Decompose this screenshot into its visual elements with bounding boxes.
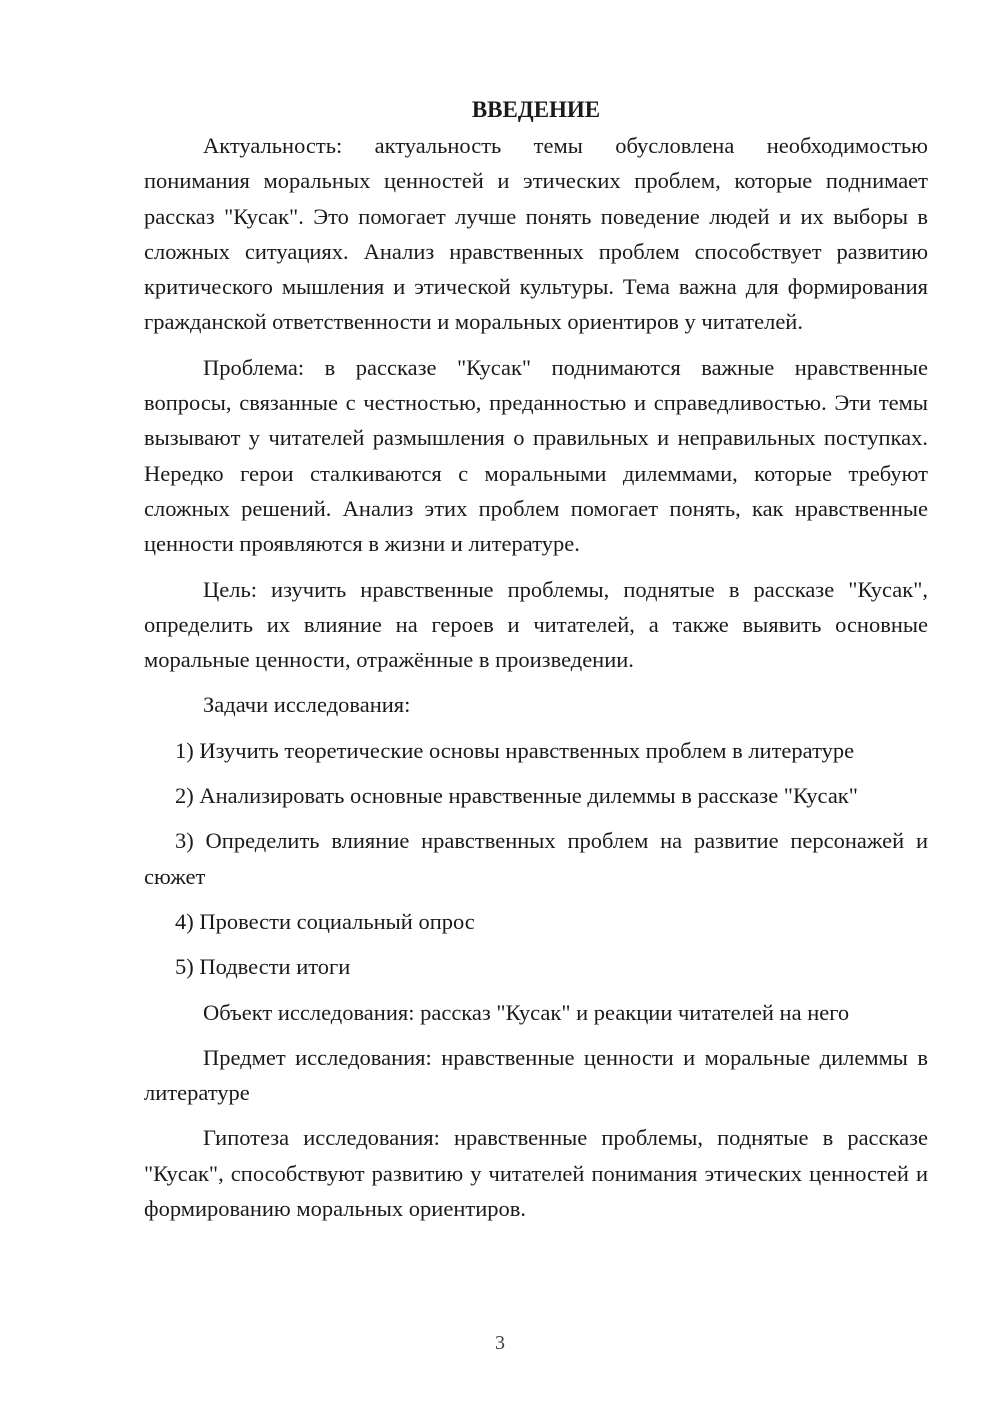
document-page xyxy=(144,90,928,1226)
task-item-5: 5) Подвести итоги xyxy=(175,954,351,980)
task-item-2: 2) Анализировать основные нравственные дилеммы в рассказе "Кусак" xyxy=(175,783,858,809)
problem-paragraph: Проблема: в рассказе "Кусак" поднимаются важные нравственные вопросы, связанные с честностью, преданностью и справедливостью. Эти темы вызывают у читателей размышления о правильных и неправильных поступках. Нередко герои сталкиваются с моральными дилеммами, которые требуют сложных решений. Анализ этих проблем помогает понять, как нравственные ценности проявляются в жизни и литературе. xyxy=(144,354,928,557)
section-heading: ВВЕДЕНИЕ xyxy=(471,97,601,122)
goal-paragraph: Цель: изучить нравственные проблемы, поднятые в рассказе "Кусак", определить их влияние на героев и читателей, а также выявить основные моральные ценности, отражённые в произведении. xyxy=(144,576,928,673)
object-paragraph: Объект исследования: рассказ "Кусак" и реакции читателей на него xyxy=(203,999,850,1025)
subject-paragraph: Предмет исследования: нравственные ценности и моральные дилеммы в литературе xyxy=(144,1044,928,1106)
page-number: 3 xyxy=(495,1332,505,1354)
tasks-heading: Задачи исследования: xyxy=(203,692,411,718)
hypothesis-paragraph: Гипотеза исследования: нравственные проблемы, поднятые в рассказе "Кусак", способствуют развитию у читателей понимания этических ценностей и формированию моральных ориентиров. xyxy=(144,1125,928,1222)
task-item-3: 3) Определить влияние нравственных проблем на развитие персонажей и сюжет xyxy=(144,828,928,889)
task-item-1: 1) Изучить теоретические основы нравственных проблем в литературе xyxy=(175,737,855,763)
relevance-paragraph: Актуальность: актуальность темы обусловлена необходимостью понимания моральных ценностей и этических проблем, которые поднимает рассказ "Кусак". Это помогает лучше понять поведение людей и их выборы в сложных ситуациях. Анализ нравственных проблем способствует развитию критического мышления и этической культуры. Тема важна для формирования гражданской ответственности и моральных ориентиров у читателей. xyxy=(144,133,928,335)
task-item-4: 4) Провести социальный опрос xyxy=(175,908,475,934)
